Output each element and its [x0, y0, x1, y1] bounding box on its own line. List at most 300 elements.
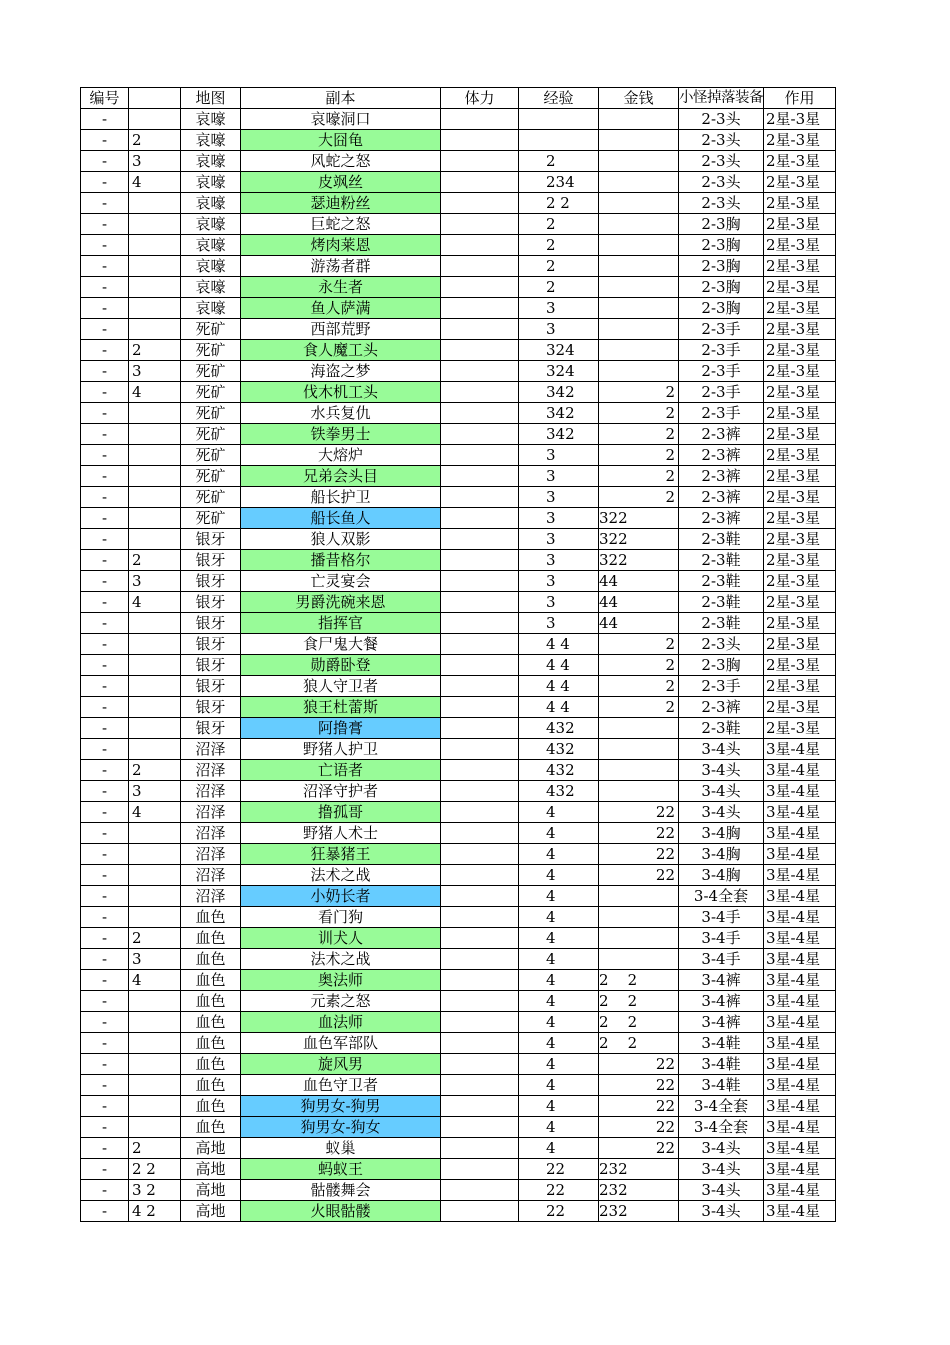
cell-id: - [81, 592, 129, 613]
cell-stamina [441, 529, 519, 550]
cell-id: - [81, 550, 129, 571]
cell-id: - [81, 1180, 129, 1201]
cell-map: 高地 [181, 1180, 241, 1201]
cell-drop: 3-4手 [679, 928, 764, 949]
cell-dungeon: 巨蛇之怒 [241, 214, 441, 235]
cell-use: 2星-3星 [764, 466, 836, 487]
table-row [81, 1075, 836, 1096]
cell-id: - [81, 1033, 129, 1054]
cell-stamina [441, 613, 519, 634]
cell-drop: 2-3鞋 [679, 613, 764, 634]
cell-use: 2星-3星 [764, 340, 836, 361]
header-use: 作用 [764, 88, 836, 109]
cell-gold: 2 [599, 424, 679, 445]
cell-id: - [81, 214, 129, 235]
cell-use: 3星-4星 [764, 760, 836, 781]
cell-dungeon: 瑟迪粉丝 [241, 193, 441, 214]
cell-drop: 3-4头 [679, 760, 764, 781]
cell-gold [599, 277, 679, 298]
cell-sub [129, 1033, 181, 1054]
cell-exp: 4 [519, 949, 599, 970]
cell-drop: 3-4头 [679, 802, 764, 823]
cell-dungeon: 骷髅舞会 [241, 1180, 441, 1201]
cell-drop: 3-4胸 [679, 844, 764, 865]
cell-sub [129, 277, 181, 298]
cell-drop: 2-3裤 [679, 508, 764, 529]
cell-map: 血色 [181, 928, 241, 949]
cell-use: 2星-3星 [764, 718, 836, 739]
cell-gold: 44 [599, 571, 679, 592]
cell-use: 2星-3星 [764, 382, 836, 403]
cell-id: - [81, 1012, 129, 1033]
cell-sub [129, 487, 181, 508]
cell-stamina [441, 802, 519, 823]
cell-dungeon: 兄弟会头目 [241, 466, 441, 487]
table-row [81, 298, 836, 319]
cell-id: - [81, 172, 129, 193]
cell-exp [519, 130, 599, 151]
cell-id: - [81, 655, 129, 676]
cell-stamina [441, 424, 519, 445]
cell-drop: 2-3手 [679, 319, 764, 340]
cell-gold: 22 [599, 823, 679, 844]
table-row [81, 802, 836, 823]
cell-sub [129, 886, 181, 907]
cell-gold: 2 2 [599, 1033, 679, 1054]
table-row [81, 424, 836, 445]
cell-exp: 2 [519, 277, 599, 298]
cell-stamina [441, 1117, 519, 1138]
cell-exp: 342 [519, 424, 599, 445]
cell-dungeon: 狼王杜蕾斯 [241, 697, 441, 718]
cell-dungeon: 游荡者群 [241, 256, 441, 277]
cell-dungeon: 血色守卫者 [241, 1075, 441, 1096]
cell-sub [129, 1075, 181, 1096]
cell-stamina [441, 697, 519, 718]
cell-sub [129, 655, 181, 676]
cell-gold: 2 [599, 655, 679, 676]
cell-exp: 4 [519, 1054, 599, 1075]
cell-map: 哀嚎 [181, 214, 241, 235]
cell-drop: 3-4鞋 [679, 1033, 764, 1054]
cell-exp: 4 [519, 865, 599, 886]
cell-dungeon: 看门狗 [241, 907, 441, 928]
table-row [81, 235, 836, 256]
cell-exp: 342 [519, 382, 599, 403]
cell-sub [129, 844, 181, 865]
cell-stamina [441, 886, 519, 907]
cell-gold [599, 130, 679, 151]
cell-gold: 22 [599, 1117, 679, 1138]
cell-use: 2星-3星 [764, 592, 836, 613]
cell-drop: 2-3裤 [679, 697, 764, 718]
cell-map: 哀嚎 [181, 298, 241, 319]
table-row [81, 676, 836, 697]
cell-id: - [81, 739, 129, 760]
cell-drop: 2-3胸 [679, 277, 764, 298]
cell-dungeon: 沼泽守护者 [241, 781, 441, 802]
cell-exp: 4 [519, 802, 599, 823]
cell-drop: 2-3头 [679, 634, 764, 655]
cell-map: 高地 [181, 1159, 241, 1180]
cell-sub [129, 739, 181, 760]
cell-drop: 2-3胸 [679, 298, 764, 319]
cell-exp: 2 [519, 256, 599, 277]
cell-id: - [81, 1054, 129, 1075]
cell-sub [129, 718, 181, 739]
cell-drop: 2-3裤 [679, 487, 764, 508]
cell-id: - [81, 970, 129, 991]
cell-exp: 22 [519, 1159, 599, 1180]
cell-dungeon: 血色军部队 [241, 1033, 441, 1054]
cell-use: 3星-4星 [764, 928, 836, 949]
cell-map: 血色 [181, 1075, 241, 1096]
cell-gold: 322 [599, 550, 679, 571]
cell-sub: 3 [129, 571, 181, 592]
cell-drop: 2-3鞋 [679, 529, 764, 550]
cell-drop: 2-3手 [679, 676, 764, 697]
table-row [81, 403, 836, 424]
cell-map: 沼泽 [181, 781, 241, 802]
table-row [81, 256, 836, 277]
cell-gold: 44 [599, 592, 679, 613]
cell-gold [599, 319, 679, 340]
cell-dungeon: 船长鱼人 [241, 508, 441, 529]
cell-gold: 2 2 [599, 1012, 679, 1033]
cell-use: 2星-3星 [764, 361, 836, 382]
cell-exp: 4 [519, 1138, 599, 1159]
cell-exp: 2 2 [519, 193, 599, 214]
cell-dungeon: 法术之战 [241, 865, 441, 886]
cell-stamina [441, 1159, 519, 1180]
cell-sub: 2 [129, 340, 181, 361]
cell-drop: 3-4裤 [679, 970, 764, 991]
cell-use: 3星-4星 [764, 823, 836, 844]
table-row [81, 1117, 836, 1138]
cell-sub [129, 634, 181, 655]
cell-gold: 22 [599, 1075, 679, 1096]
cell-exp [519, 109, 599, 130]
cell-id: - [81, 907, 129, 928]
cell-drop: 2-3胸 [679, 256, 764, 277]
table-row [81, 1033, 836, 1054]
cell-drop: 2-3裤 [679, 424, 764, 445]
cell-stamina [441, 130, 519, 151]
cell-drop: 3-4胸 [679, 865, 764, 886]
cell-id: - [81, 991, 129, 1012]
table-row [81, 214, 836, 235]
cell-drop: 3-4头 [679, 781, 764, 802]
cell-map: 银牙 [181, 676, 241, 697]
cell-dungeon: 水兵复仇 [241, 403, 441, 424]
cell-sub: 3 [129, 949, 181, 970]
table-row [81, 1159, 836, 1180]
cell-drop: 3-4裤 [679, 991, 764, 1012]
cell-dungeon: 狼人双影 [241, 529, 441, 550]
cell-stamina [441, 382, 519, 403]
cell-stamina [441, 655, 519, 676]
cell-stamina [441, 550, 519, 571]
cell-id: - [81, 1201, 129, 1222]
cell-map: 沼泽 [181, 886, 241, 907]
cell-stamina [441, 1012, 519, 1033]
cell-use: 2星-3星 [764, 214, 836, 235]
cell-id: - [81, 718, 129, 739]
cell-sub [129, 319, 181, 340]
table-row [81, 550, 836, 571]
cell-map: 血色 [181, 907, 241, 928]
cell-use: 2星-3星 [764, 571, 836, 592]
cell-map: 银牙 [181, 529, 241, 550]
cell-sub [129, 1117, 181, 1138]
cell-gold: 2 [599, 466, 679, 487]
cell-use: 3星-4星 [764, 865, 836, 886]
cell-drop: 2-3头 [679, 172, 764, 193]
cell-gold [599, 256, 679, 277]
cell-drop: 3-4全套 [679, 886, 764, 907]
cell-drop: 3-4头 [679, 1138, 764, 1159]
cell-exp: 22 [519, 1201, 599, 1222]
table-row [81, 865, 836, 886]
cell-drop: 3-4头 [679, 1201, 764, 1222]
cell-id: - [81, 1075, 129, 1096]
cell-use: 2星-3星 [764, 634, 836, 655]
cell-stamina [441, 151, 519, 172]
cell-gold: 22 [599, 1138, 679, 1159]
cell-dungeon: 大囧龟 [241, 130, 441, 151]
cell-gold [599, 214, 679, 235]
table-row [81, 1054, 836, 1075]
cell-id: - [81, 529, 129, 550]
cell-sub: 2 [129, 550, 181, 571]
cell-map: 沼泽 [181, 844, 241, 865]
cell-drop: 3-4鞋 [679, 1054, 764, 1075]
cell-id: - [81, 298, 129, 319]
cell-gold: 2 2 [599, 991, 679, 1012]
cell-use: 3星-4星 [764, 970, 836, 991]
cell-exp: 324 [519, 340, 599, 361]
cell-dungeon: 狼人守卫者 [241, 676, 441, 697]
cell-sub [129, 214, 181, 235]
cell-sub [129, 907, 181, 928]
cell-sub [129, 1096, 181, 1117]
cell-dungeon: 亡灵宴会 [241, 571, 441, 592]
dungeon-table [80, 87, 836, 1222]
cell-stamina [441, 823, 519, 844]
cell-dungeon: 风蛇之怒 [241, 151, 441, 172]
cell-dungeon: 蚁巢 [241, 1138, 441, 1159]
cell-gold: 322 [599, 508, 679, 529]
cell-exp: 432 [519, 760, 599, 781]
cell-gold [599, 907, 679, 928]
cell-id: - [81, 1138, 129, 1159]
cell-use: 3星-4星 [764, 1201, 836, 1222]
cell-id: - [81, 151, 129, 172]
table-row [81, 718, 836, 739]
cell-dungeon: 旋风男 [241, 1054, 441, 1075]
cell-gold: 2 [599, 445, 679, 466]
cell-sub: 2 [129, 760, 181, 781]
cell-id: - [81, 319, 129, 340]
cell-gold [599, 781, 679, 802]
cell-map: 死矿 [181, 403, 241, 424]
cell-id: - [81, 928, 129, 949]
table-row [81, 592, 836, 613]
cell-stamina [441, 508, 519, 529]
cell-drop: 2-3手 [679, 403, 764, 424]
cell-id: - [81, 277, 129, 298]
cell-stamina [441, 907, 519, 928]
header-stamina: 体力 [441, 88, 519, 109]
cell-use: 3星-4星 [764, 1012, 836, 1033]
table-row [81, 739, 836, 760]
cell-id: - [81, 109, 129, 130]
cell-use: 2星-3星 [764, 655, 836, 676]
cell-use: 2星-3星 [764, 130, 836, 151]
cell-dungeon: 血法师 [241, 1012, 441, 1033]
cell-stamina [441, 466, 519, 487]
table-row [81, 466, 836, 487]
cell-use: 3星-4星 [764, 907, 836, 928]
cell-gold [599, 949, 679, 970]
cell-sub [129, 109, 181, 130]
cell-use: 2星-3星 [764, 529, 836, 550]
cell-exp: 4 [519, 1033, 599, 1054]
cell-map: 哀嚎 [181, 277, 241, 298]
cell-drop: 2-3胸 [679, 235, 764, 256]
cell-dungeon: 狂暴猪王 [241, 844, 441, 865]
cell-id: - [81, 340, 129, 361]
cell-gold [599, 340, 679, 361]
cell-stamina [441, 676, 519, 697]
cell-dungeon: 亡语者 [241, 760, 441, 781]
cell-drop: 3-4裤 [679, 1012, 764, 1033]
cell-id: - [81, 193, 129, 214]
cell-stamina [441, 760, 519, 781]
cell-dungeon: 勋爵卧登 [241, 655, 441, 676]
cell-dungeon: 伐木机工头 [241, 382, 441, 403]
cell-drop: 2-3裤 [679, 466, 764, 487]
cell-dungeon: 指挥官 [241, 613, 441, 634]
cell-id: - [81, 886, 129, 907]
cell-use: 3星-4星 [764, 844, 836, 865]
cell-sub: 4 [129, 172, 181, 193]
cell-map: 沼泽 [181, 865, 241, 886]
cell-map: 血色 [181, 949, 241, 970]
cell-exp: 4 [519, 928, 599, 949]
cell-sub: 4 [129, 382, 181, 403]
cell-id: - [81, 424, 129, 445]
cell-exp: 4 [519, 991, 599, 1012]
cell-id: - [81, 760, 129, 781]
cell-use: 2星-3星 [764, 487, 836, 508]
cell-sub [129, 613, 181, 634]
cell-gold: 232 [599, 1159, 679, 1180]
cell-sub: 4 2 [129, 1201, 181, 1222]
table-row [81, 1138, 836, 1159]
cell-dungeon: 小奶长者 [241, 886, 441, 907]
cell-gold [599, 739, 679, 760]
table-row [81, 172, 836, 193]
cell-stamina [441, 361, 519, 382]
cell-use: 2星-3星 [764, 508, 836, 529]
cell-map: 哀嚎 [181, 193, 241, 214]
cell-map: 血色 [181, 970, 241, 991]
table-row [81, 109, 836, 130]
cell-use: 3星-4星 [764, 991, 836, 1012]
cell-map: 银牙 [181, 613, 241, 634]
cell-sub [129, 676, 181, 697]
cell-id: - [81, 1159, 129, 1180]
cell-sub: 3 2 [129, 1180, 181, 1201]
cell-exp: 4 [519, 1012, 599, 1033]
cell-map: 沼泽 [181, 802, 241, 823]
cell-map: 死矿 [181, 319, 241, 340]
cell-use: 3星-4星 [764, 1159, 836, 1180]
cell-gold [599, 886, 679, 907]
cell-use: 3星-4星 [764, 1033, 836, 1054]
cell-exp: 4 [519, 886, 599, 907]
cell-gold: 22 [599, 865, 679, 886]
table-row [81, 151, 836, 172]
cell-use: 2星-3星 [764, 403, 836, 424]
cell-sub: 2 [129, 130, 181, 151]
cell-map: 死矿 [181, 382, 241, 403]
table-row [81, 487, 836, 508]
cell-id: - [81, 508, 129, 529]
cell-drop: 2-3头 [679, 151, 764, 172]
cell-drop: 3-4手 [679, 907, 764, 928]
cell-id: - [81, 676, 129, 697]
cell-id: - [81, 823, 129, 844]
cell-dungeon: 野猪人护卫 [241, 739, 441, 760]
cell-exp: 3 [519, 550, 599, 571]
cell-stamina [441, 319, 519, 340]
cell-exp: 3 [519, 445, 599, 466]
cell-sub [129, 823, 181, 844]
cell-use: 2星-3星 [764, 277, 836, 298]
cell-exp: 3 [519, 613, 599, 634]
header-row [81, 88, 836, 109]
cell-stamina [441, 739, 519, 760]
cell-dungeon: 阿撸膏 [241, 718, 441, 739]
cell-id: - [81, 487, 129, 508]
cell-drop: 3-4手 [679, 949, 764, 970]
cell-sub: 2 2 [129, 1159, 181, 1180]
cell-exp: 4 [519, 907, 599, 928]
cell-exp: 3 [519, 466, 599, 487]
cell-gold: 2 2 [599, 970, 679, 991]
cell-exp: 3 [519, 571, 599, 592]
cell-drop: 2-3鞋 [679, 550, 764, 571]
cell-drop: 2-3鞋 [679, 718, 764, 739]
cell-dungeon: 狗男女-狗女 [241, 1117, 441, 1138]
cell-id: - [81, 802, 129, 823]
cell-stamina [441, 193, 519, 214]
table-row [81, 382, 836, 403]
cell-sub [129, 1012, 181, 1033]
table-row [81, 655, 836, 676]
cell-map: 死矿 [181, 466, 241, 487]
table-row [81, 1096, 836, 1117]
cell-use: 2星-3星 [764, 256, 836, 277]
table-row [81, 571, 836, 592]
header-gold: 金钱 [599, 88, 679, 109]
cell-map: 血色 [181, 991, 241, 1012]
cell-gold: 22 [599, 1096, 679, 1117]
cell-stamina [441, 340, 519, 361]
cell-id: - [81, 844, 129, 865]
